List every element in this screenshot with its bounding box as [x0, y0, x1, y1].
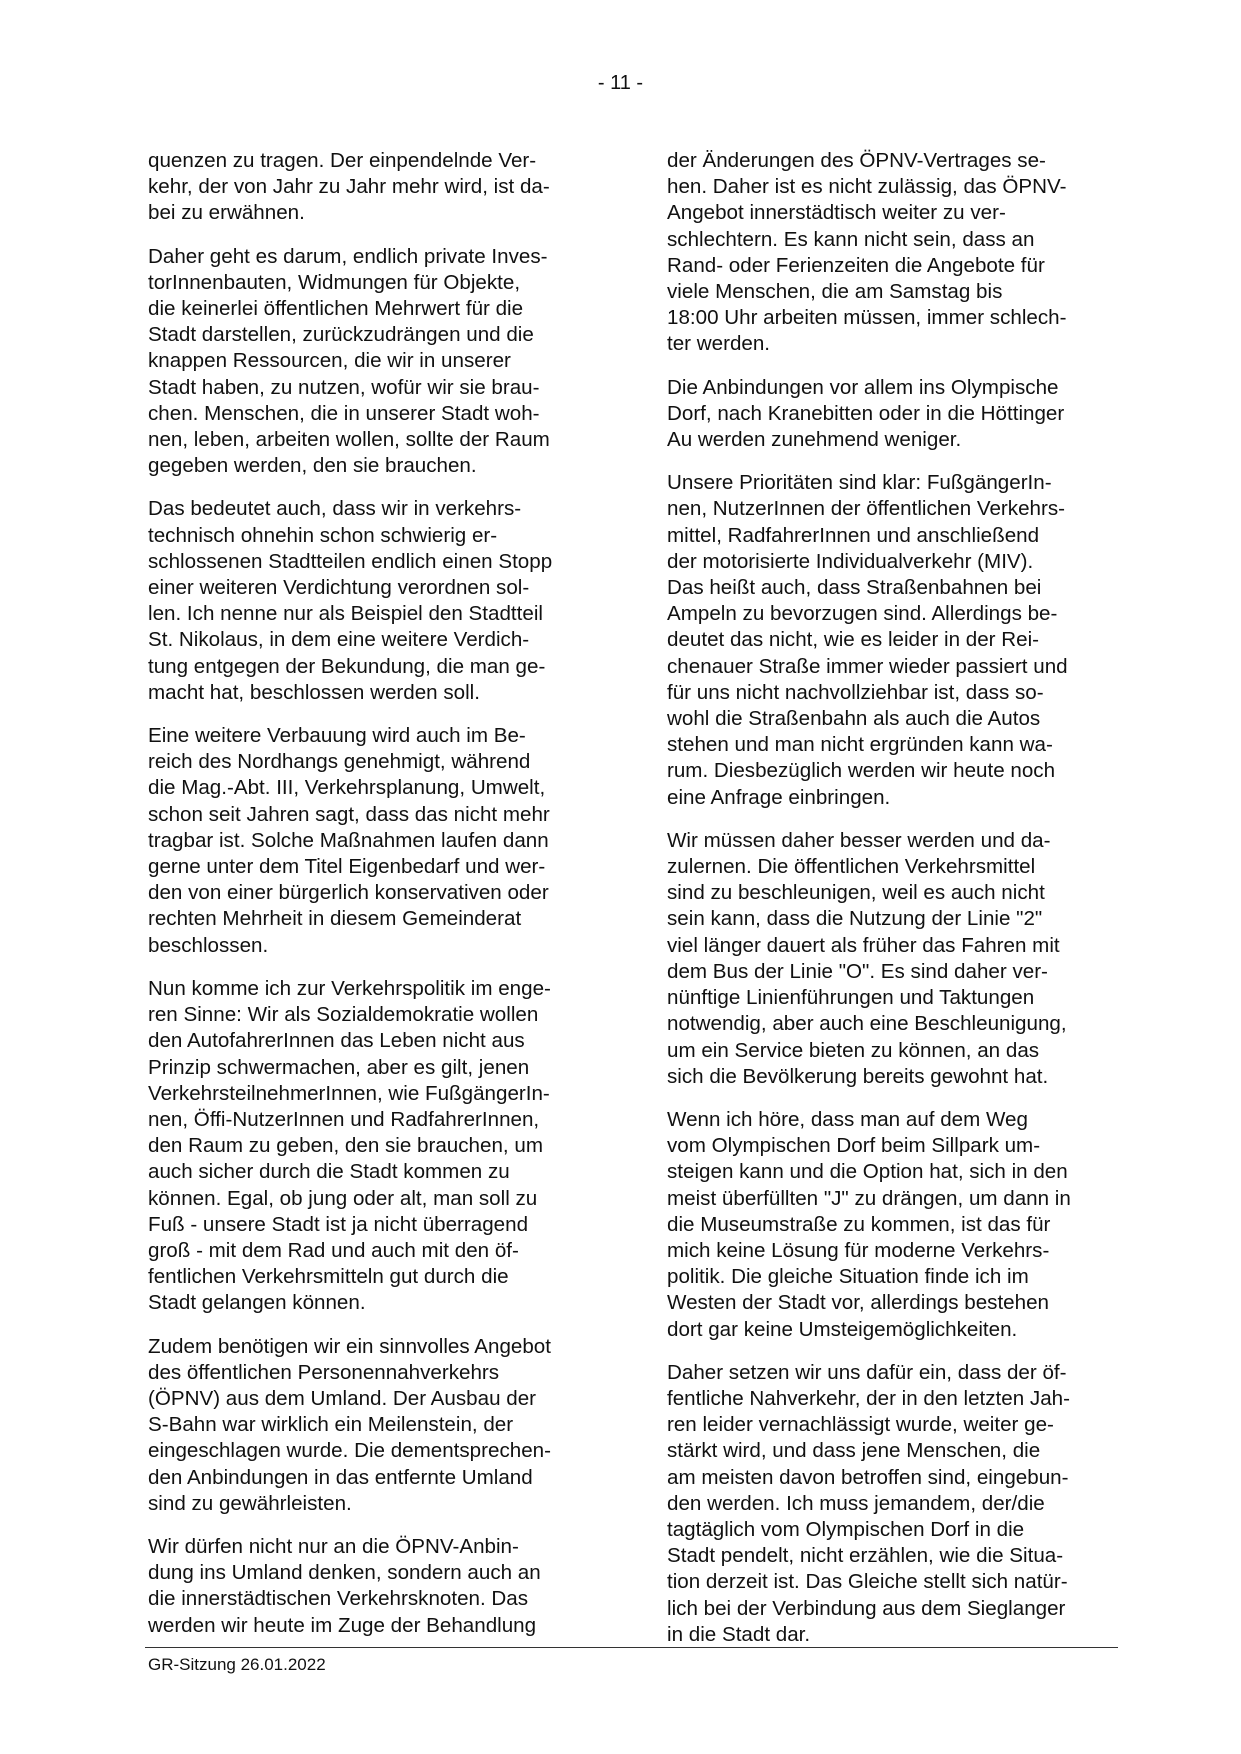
text-line: Rand- oder Ferienzeiten die Angebote für — [667, 253, 1045, 277]
text-line: eingeschlagen wurde. Die dementsprechen- — [148, 1439, 551, 1463]
paragraph — [148, 244, 596, 480]
text-line: St. Nikolaus, in dem eine weitere Verdich- — [148, 628, 530, 652]
text-line: für uns nicht nachvollziehbar ist, dass so- — [667, 680, 1044, 704]
paragraph — [148, 1334, 596, 1517]
text-line: Das heißt auch, dass Straßenbahnen bei — [667, 576, 1042, 600]
text-line: bei zu erwähnen. — [148, 201, 305, 225]
text-line: 18:00 Uhr arbeiten müssen, immer schlech- — [667, 306, 1067, 330]
text-line: können. Egal, ob jung oder alt, man soll zu — [148, 1186, 538, 1210]
text-line: kehr, der von Jahr zu Jahr mehr wird, ist da- — [148, 175, 550, 199]
text-line: sich die Bevölkerung bereits gewohnt hat. — [667, 1064, 1049, 1088]
text-line: fentlichen Verkehrsmitteln gut durch die — [148, 1265, 509, 1289]
text-line: tragbar ist. Solche Maßnahmen laufen dann — [148, 828, 549, 852]
paragraph — [148, 976, 596, 1317]
page-number: - 11 - — [597, 72, 644, 94]
text-line: Das bedeutet auch, dass wir in verkehrs- — [148, 497, 522, 521]
paragraph — [667, 1107, 1115, 1343]
text-line: Zudem benötigen wir ein sinnvolles Angebot — [148, 1334, 551, 1358]
text-line: den AutofahrerInnen das Leben nicht aus — [148, 1029, 525, 1053]
paragraph — [148, 148, 596, 227]
text-line: zulernen. Die öffentlichen Verkehrsmittel — [667, 855, 1036, 879]
text-line: den Raum zu geben, den sie brauchen, um — [148, 1134, 543, 1158]
text-line: Angebot innerstädtisch weiter zu ver- — [667, 201, 1006, 225]
paragraph — [148, 1534, 596, 1639]
text-line: Stadt pendelt, nicht erzählen, wie die Situa- — [667, 1544, 1064, 1568]
text-line: Daher geht es darum, endlich private Inves- — [148, 244, 548, 268]
text-line: viel länger dauert als früher das Fahren mit — [667, 933, 1060, 957]
text-line: den Anbindungen in das entfernte Umland — [148, 1465, 533, 1489]
text-line: Au werden zunehmend weniger. — [667, 428, 962, 452]
text-line: nünftige Linienführungen und Taktungen — [667, 986, 1035, 1010]
text-line: die Museumstraße zu kommen, ist das für — [667, 1212, 1051, 1236]
text-line: (ÖPNV) aus dem Umland. Der Ausbau der — [148, 1386, 537, 1410]
text-line: nen, NutzerInnen der öffentlichen Verkehrs- — [667, 497, 1066, 521]
text-line: wohl die Straßenbahn als auch die Autos — [667, 707, 1041, 731]
text-line: len. Ich nenne nur als Beispiel den Stadtteil — [148, 602, 543, 626]
text-line: ren leider vernachlässigt wurde, weiter ge- — [667, 1413, 1054, 1437]
text-line: den werden. Ich muss jemandem, der/die — [667, 1491, 1045, 1515]
paragraph — [148, 496, 596, 706]
text-line: stärkt wird, und dass jene Menschen, die — [667, 1439, 1041, 1463]
paragraph — [667, 148, 1115, 358]
text-line: Unsere Prioritäten sind klar: FußgängerIn- — [667, 471, 1052, 495]
text-line: technisch ohnehin schon schwierig er- — [148, 523, 498, 547]
text-line: nen, Öffi-NutzerInnen und RadfahrerInnen, — [148, 1107, 540, 1131]
text-line: gegeben werden, den sie brauchen. — [148, 454, 477, 478]
paragraph — [148, 723, 596, 959]
text-line: die innerstädtischen Verkehrsknoten. Das — [148, 1587, 529, 1611]
text-line: mich keine Lösung für moderne Verkehrs- — [667, 1238, 1050, 1262]
text-line: Prinzip schwermachen, aber es gilt, jenen — [148, 1055, 530, 1079]
text-line: schlechtern. Es kann nicht sein, dass an — [667, 227, 1035, 251]
text-line: hen. Daher ist es nicht zulässig, das ÖPNV- — [667, 175, 1067, 199]
text-line: lich bei der Verbindung aus dem Sieglanger — [667, 1596, 1066, 1620]
text-line: dung ins Umland denken, sondern auch an — [148, 1561, 541, 1585]
text-line: mittel, RadfahrerInnen und anschließend — [667, 523, 1040, 547]
text-line: steigen kann und die Option hat, sich in den — [667, 1160, 1068, 1184]
text-line: sind zu gewährleisten. — [148, 1491, 352, 1515]
text-line: am meisten davon betroffen sind, eingebun- — [667, 1465, 1069, 1489]
text-line: rechten Mehrheit in diesem Gemeinderat — [148, 907, 522, 931]
text-line: auch sicher durch die Stadt kommen zu — [148, 1160, 510, 1184]
text-line: viele Menschen, die am Samstag bis — [667, 280, 1003, 304]
text-line: VerkehrsteilnehmerInnen, wie FußgängerIn- — [148, 1081, 550, 1105]
text-line: Westen der Stadt vor, allerdings bestehen — [667, 1291, 1049, 1315]
text-line: Stadt haben, zu nutzen, wofür wir sie brau- — [148, 375, 540, 399]
text-line: Wenn ich höre, dass man auf dem Weg — [667, 1107, 1028, 1131]
text-line: die Mag.-Abt. III, Verkehrsplanung, Umwelt, — [148, 776, 546, 800]
text-line: groß - mit dem Rad und auch mit den öf- — [148, 1238, 519, 1262]
text-line: ren Sinne: Wir als Sozialdemokratie wollen — [148, 1003, 539, 1027]
text-line: gerne unter dem Titel Eigenbedarf und wer- — [148, 855, 546, 879]
paragraph — [667, 1360, 1115, 1648]
text-line: schon seit Jahren sagt, dass das nicht mehr — [148, 802, 550, 826]
text-line: die keinerlei öffentlichen Mehrwert für die — [148, 297, 524, 321]
text-line: nen, leben, arbeiten wollen, sollte der Raum — [148, 428, 550, 452]
text-line: torInnenbauten, Widmungen für Objekte, — [148, 270, 521, 294]
text-line: politik. Die gleiche Situation finde ich im — [667, 1265, 1029, 1289]
text-line: um ein Service bieten zu können, an das — [667, 1038, 1040, 1062]
text-line: einer weiteren Verdichtung verordnen sol- — [148, 576, 530, 600]
text-line: meist überfüllten "J" zu drängen, um dann in — [667, 1186, 1071, 1210]
footer-session-date: GR-Sitzung 26.01.2022 — [148, 1655, 326, 1674]
text-line: ter werden. — [667, 332, 771, 356]
text-line: fentliche Nahverkehr, der in den letzten Jah- — [667, 1386, 1070, 1410]
text-line: des öffentlichen Personennahverkehrs — [148, 1360, 500, 1384]
text-line: dem Bus der Linie "O". Es sind daher ver- — [667, 959, 1048, 983]
text-line: deutet das nicht, wie es leider in der Rei- — [667, 628, 1040, 652]
text-line: Daher setzen wir uns dafür ein, dass der öf- — [667, 1360, 1067, 1384]
text-line: den von einer bürgerlich konservativen oder — [148, 881, 549, 905]
text-line: notwendig, aber auch eine Beschleunigung, — [667, 1012, 1067, 1036]
text-line: beschlossen. — [148, 933, 269, 957]
text-line: reich des Nordhangs genehmigt, während — [148, 750, 531, 774]
text-line: eine Anfrage einbringen. — [667, 785, 891, 809]
text-line: knappen Ressourcen, die wir in unserer — [148, 349, 511, 373]
text-line: Stadt gelangen können. — [148, 1291, 366, 1315]
text-line: Ampeln zu bevorzugen sind. Allerdings be- — [667, 602, 1058, 626]
text-line: chen. Menschen, die in unserer Stadt woh- — [148, 401, 540, 425]
text-line: schlossenen Stadtteilen endlich einen Stopp — [148, 549, 553, 573]
text-line: in die Stadt dar. — [667, 1622, 811, 1646]
text-line: Stadt darstellen, zurückzudrängen und die — [148, 323, 534, 347]
text-line: Fuß - unsere Stadt ist ja nicht überragend — [148, 1212, 529, 1236]
text-line: Dorf, nach Kranebitten oder in die Höttinger — [667, 401, 1065, 425]
text-line: Wir müssen daher besser werden und da- — [667, 828, 1051, 852]
text-line: tion derzeit ist. Das Gleiche stellt sich natür- — [667, 1570, 1068, 1594]
text-line: der motorisierte Individualverkehr (MIV). — [667, 549, 1034, 573]
paragraph — [667, 470, 1115, 811]
footer-divider — [145, 1647, 1118, 1648]
text-line: sein kann, dass die Nutzung der Linie "2" — [667, 907, 1043, 931]
text-line: dort gar keine Umsteigemöglichkeiten. — [667, 1317, 1018, 1341]
text-line: S-Bahn war wirklich ein Meilenstein, der — [148, 1413, 514, 1437]
text-line: stehen und man nicht ergründen kann wa- — [667, 733, 1053, 757]
text-line: werden wir heute im Zuge der Behandlung — [148, 1613, 537, 1637]
right-column — [667, 148, 1115, 1665]
text-line: quenzen zu tragen. Der einpendelnde Ver- — [148, 149, 537, 172]
text-line: Eine weitere Verbauung wird auch im Be- — [148, 724, 526, 748]
paragraph — [667, 375, 1115, 454]
text-line: Nun komme ich zur Verkehrspolitik im enge- — [148, 976, 551, 1000]
text-line: Die Anbindungen vor allem ins Olympische — [667, 375, 1059, 399]
text-line: der Änderungen des ÖPNV-Vertrages se- — [667, 149, 1046, 172]
text-line: tagtäglich vom Olympischen Dorf in die — [667, 1517, 1025, 1541]
left-column — [148, 148, 596, 1656]
paragraph — [667, 828, 1115, 1090]
text-line: sind zu beschleunigen, weil es auch nicht — [667, 881, 1045, 905]
text-line: macht hat, beschlossen werden soll. — [148, 680, 480, 704]
text-line: vom Olympischen Dorf beim Sillpark um- — [667, 1134, 1041, 1158]
text-line: tung entgegen der Bekundung, die man ge- — [148, 654, 546, 678]
text-line: rum. Diesbezüglich werden wir heute noch — [667, 759, 1056, 783]
text-line: Wir dürfen nicht nur an die ÖPNV-Anbin- — [148, 1534, 519, 1558]
text-line: chenauer Straße immer wieder passiert und — [667, 654, 1068, 678]
